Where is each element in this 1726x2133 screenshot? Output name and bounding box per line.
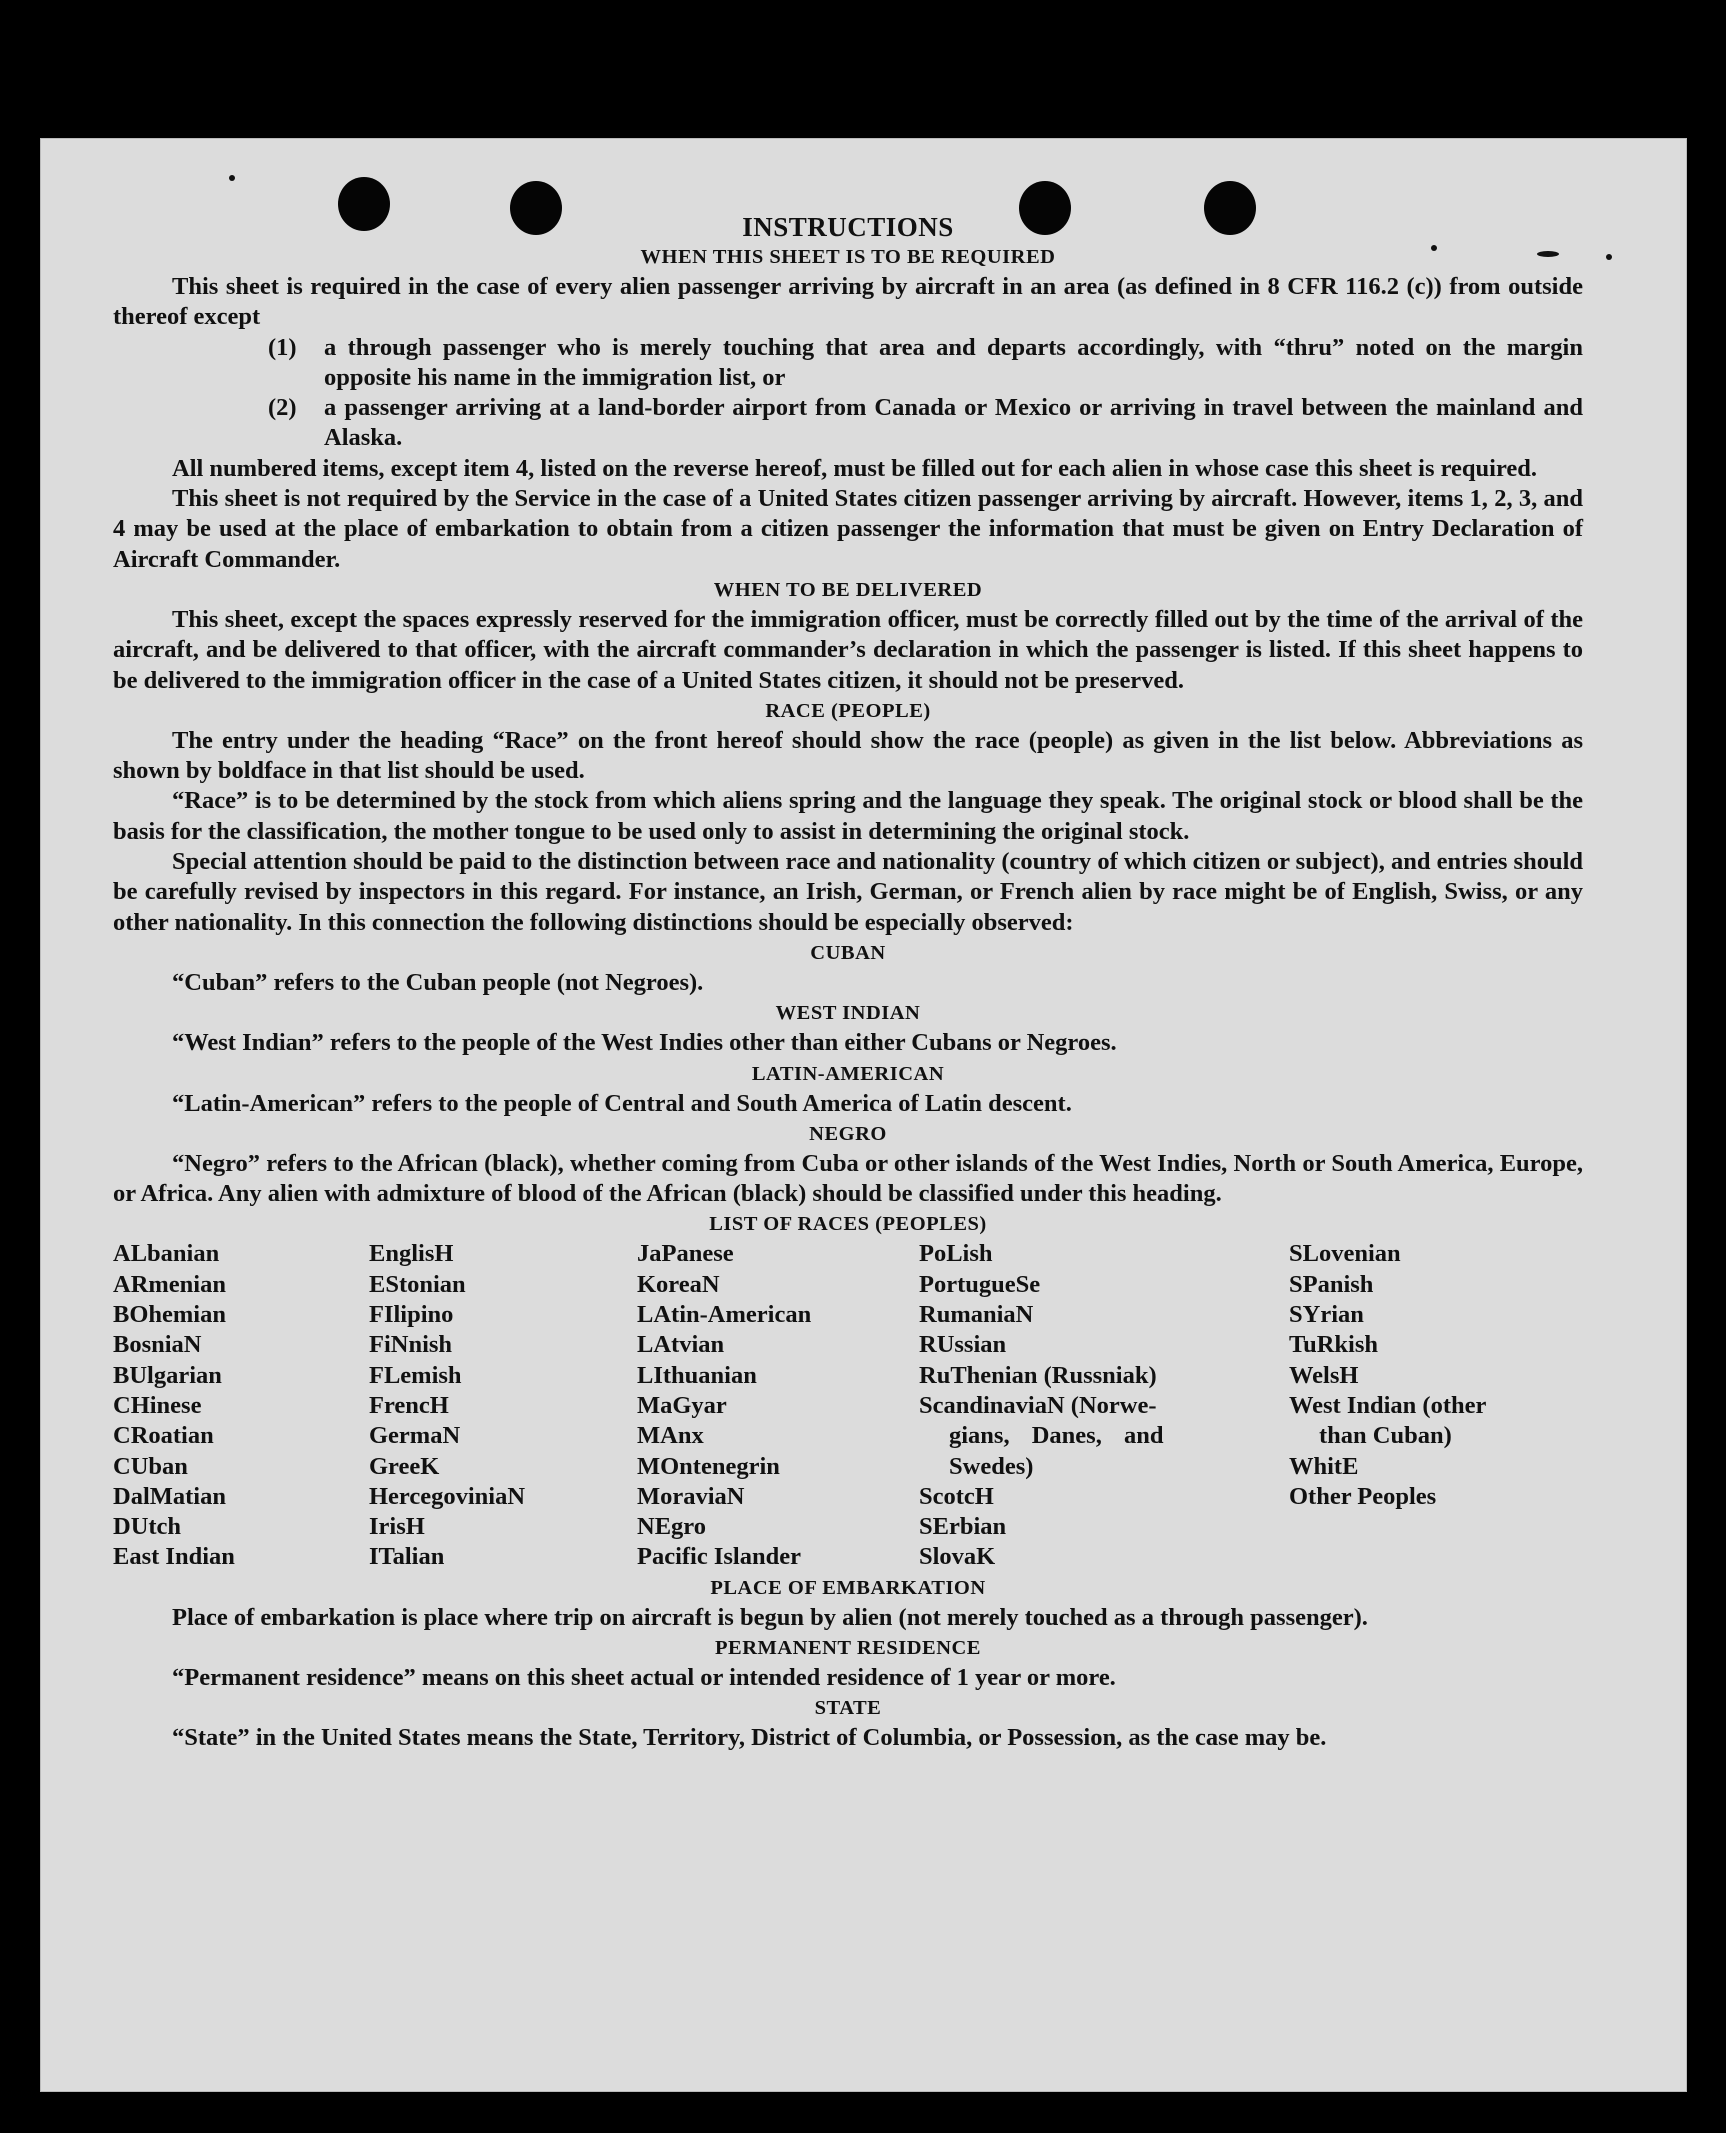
race-entry: RumaniaN — [919, 1301, 1034, 1329]
race-entry: SYrian — [1289, 1301, 1364, 1329]
item-number: (2) — [268, 394, 297, 422]
race-entry: RuThenian (Russniak) — [919, 1361, 1157, 1389]
item-number: (1) — [268, 333, 297, 361]
instructions-body — [113, 212, 1583, 1754]
item-text: a through passenger who is merely touching that area and departs accordingly, with “thru” noted on the margin opposite his name in the immigration list, or — [324, 333, 1583, 391]
race-entry: MaGyar — [637, 1391, 727, 1419]
race-entry: EStonian — [369, 1270, 466, 1298]
race-entry: LIthuanian — [637, 1361, 757, 1389]
race-entry: KoreaN — [637, 1270, 720, 1298]
race-entry: ALbanian — [113, 1240, 220, 1268]
race-entry: Swedes) — [949, 1452, 1034, 1480]
races-column — [637, 1239, 919, 1572]
race-entry: GermaN — [369, 1422, 461, 1450]
race-entry: FLemish — [369, 1361, 462, 1389]
race-entry: SPanish — [1289, 1270, 1374, 1298]
race-entry: DalMatian — [113, 1482, 226, 1510]
race-entry: LAtvian — [637, 1331, 725, 1359]
speck — [1606, 254, 1612, 260]
race-entry: ScotcH — [919, 1482, 994, 1510]
race-entry: West Indian (other — [1289, 1391, 1487, 1419]
race-entry: Other Peoples — [1289, 1482, 1437, 1510]
paragraph: This sheet is required in the case of every alien passenger arriving by aircraft in an area (as defined in 8 CFR 116.2 (c)) from outside thereof except — [113, 273, 1583, 331]
heading-cuban: CUBAN — [810, 941, 886, 964]
race-entry: LAtin-American — [637, 1301, 812, 1329]
race-entry: WelsH — [1289, 1361, 1359, 1389]
heading-west-indian: WEST INDIAN — [775, 1002, 921, 1025]
paragraph: “Permanent residence” means on this sheet actual or intended residence of 1 year or more. — [172, 1663, 1116, 1691]
race-entry: ITalian — [369, 1543, 445, 1571]
race-entry: IrisH — [369, 1513, 425, 1541]
race-entry: MOntenegrin — [637, 1452, 780, 1480]
race-entry: PortugueSe — [919, 1270, 1041, 1298]
item-text: a passenger arriving at a land-border airport from Canada or Mexico or arriving in travel between the mainland and Alaska. — [324, 394, 1583, 452]
race-entry: DUtch — [113, 1513, 182, 1541]
race-entry: gians, Danes, and — [949, 1422, 1164, 1450]
paragraph: The entry under the heading “Race” on the front hereof should show the race (people) as given in the list below. Abbreviations as shown by boldface in that list should be used. — [113, 726, 1583, 785]
race-entry: EnglisH — [369, 1240, 454, 1268]
paragraph: All numbered items, except item 4, listed on the reverse hereof, must be filled out for each alien in whose case this sheet is required. — [172, 454, 1538, 482]
race-entry: SLovenian — [1289, 1240, 1401, 1268]
race-entry: PoLish — [919, 1240, 993, 1268]
heading-state: STATE — [814, 1697, 882, 1720]
heading-embarkation: PLACE OF EMBARKATION — [710, 1576, 986, 1599]
race-entry: RUssian — [919, 1331, 1007, 1359]
race-entry: TuRkish — [1289, 1331, 1379, 1359]
list-item — [268, 393, 1583, 454]
race-entry: than Cuban) — [1319, 1422, 1452, 1450]
page-title: INSTRUCTIONS — [742, 212, 954, 242]
races-column — [919, 1239, 1289, 1572]
heading-race: RACE (PEOPLE) — [765, 699, 931, 722]
race-entry: HercegoviniaN — [369, 1482, 526, 1510]
paragraph: “Cuban” refers to the Cuban people (not Negroes). — [172, 968, 704, 996]
races-column — [369, 1239, 637, 1572]
paragraph: “State” in the United States means the State, Territory, District of Columbia, or Possession, as the case may be. — [172, 1724, 1327, 1752]
paragraph: “West Indian” refers to the people of the West Indies other than either Cubans or Negroes. — [172, 1029, 1117, 1057]
race-entry: ARmenian — [113, 1270, 226, 1298]
heading-when-required: WHEN THIS SHEET IS TO BE REQUIRED — [640, 246, 1056, 268]
paragraph: “Latin-American” refers to the people of Central and South America of Latin descent. — [172, 1089, 1072, 1117]
race-entry: CUban — [113, 1452, 188, 1480]
race-entry: CRoatian — [113, 1422, 214, 1450]
race-entry: BOhemian — [113, 1301, 226, 1329]
paragraph: This sheet is not required by the Service in the case of a United States citizen passenger arriving by aircraft. However, items 1, 2, 3, and 4 may be used at the place of embarkation to obtain from a citizen passenger the information that must be given on Entry Declaration of Aircraft Commander. — [113, 485, 1583, 573]
race-entry: SlovaK — [919, 1543, 996, 1571]
heading-permanent-residence: PERMANENT RESIDENCE — [715, 1636, 981, 1659]
race-entry: ScandinaviaN (Norwe- — [919, 1391, 1157, 1419]
heading-negro: NEGRO — [809, 1122, 887, 1145]
race-entry: NEgro — [637, 1513, 706, 1541]
paragraph: Special attention should be paid to the distinction between race and nationality (country of which citizen or subject), and entries should be carefully revised by inspectors in this regard. For instance, an Irish, German, or French alien by race might be of English, Swiss, or any other nationality. In this connection the following distinctions should be especially observed: — [113, 848, 1583, 936]
list-item — [268, 333, 1583, 394]
heading-latin-american: LATIN-AMERICAN — [751, 1062, 945, 1085]
race-entry: CHinese — [113, 1391, 202, 1419]
paragraph: “Race” is to be determined by the stock from which aliens spring and the language they speak. The original stock or blood shall be the basis for the classification, the mother tongue to be used only to assist in determining the original stock. — [113, 787, 1583, 845]
race-entry: JaPanese — [637, 1240, 734, 1268]
race-entry: WhitE — [1289, 1452, 1359, 1480]
race-entry: FiNnish — [369, 1331, 453, 1359]
race-entry: BUlgarian — [113, 1361, 222, 1389]
races-list — [113, 1239, 1583, 1572]
races-column — [113, 1239, 369, 1572]
heading-when-delivered: WHEN TO BE DELIVERED — [713, 578, 983, 601]
race-entry: BosniaN — [113, 1331, 202, 1359]
race-entry: SErbian — [919, 1513, 1007, 1541]
races-column — [1289, 1239, 1549, 1572]
speck — [229, 175, 235, 181]
race-entry: MAnx — [637, 1422, 704, 1450]
paragraph: Place of embarkation is place where trip on aircraft is begun by alien (not merely touched as a through passenger). — [172, 1603, 1368, 1631]
race-entry: FrencH — [369, 1391, 449, 1419]
race-entry: MoraviaN — [637, 1482, 745, 1510]
paragraph: This sheet, except the spaces expressly reserved for the immigration officer, must be correctly filled out by the time of the arrival of the aircraft, and be delivered to that officer, with the aircraft commander’s declaration in which the passenger is listed. If this sheet happens to be delivered to the immigration officer in the case of a United States citizen, it should not be preserved. — [113, 605, 1583, 694]
race-entry: Pacific Islander — [637, 1543, 801, 1571]
race-entry: FIlipino — [369, 1301, 454, 1329]
race-entry: GreeK — [369, 1452, 440, 1480]
race-entry: East Indian — [113, 1543, 235, 1571]
paragraph: “Negro” refers to the African (black), whether coming from Cuba or other islands of the West Indies, North or South America, Europe, or Africa. Any alien with admixture of blood of the African (black) should be classified under this heading. — [113, 1149, 1583, 1208]
heading-list-of-races: LIST OF RACES (PEOPLES) — [709, 1213, 987, 1236]
